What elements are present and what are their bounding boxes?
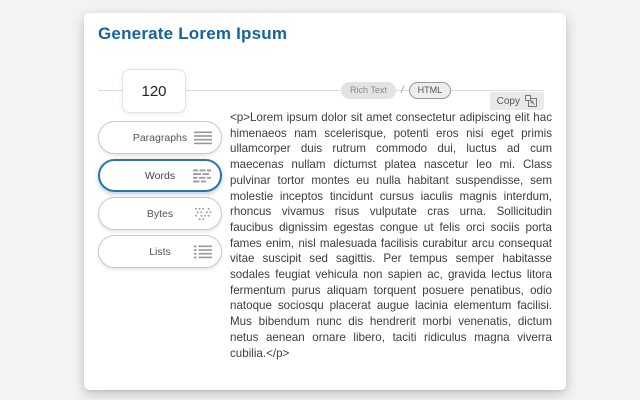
count-input[interactable] bbox=[122, 69, 186, 113]
generated-output-text: <p>Lorem ipsum dolor sit amet consectetur adipiscing elit hac himenaeos nam scelerisque, potenti eros nisi eget primis ullamcorper duis rutrum commodo dui, luctus ad cum maecenas nullam dictumst platea nascetur leo mi. Class pulvinar tortor montes eu nulla habitant suspendisse, sem molestie inceptos tincidunt cursus iaculis magnis interdum, rhoncus vivamus risus vulputate cras urna. Sollicitudin faucibus dignissim egestas congue ut felis orci sociis porta fames enim, nisl malesuada facilisis curabitur arcu consequat vitae suscipit sed sagittis. Per tempus semper habitasse sodales feugiat vehicula non sapien ac, gravida lectus litora fermentum purus aliquam torquent posuere penatibus, odio natoque sociosqu placerat augue lacinia elementum facilisi. Mus bibendum nunc dis hendrerit morbi venenatis, dictum netus aenean ornare libero, taciti ridiculus magna viverra cubilia.</p> bbox=[230, 111, 552, 360]
paragraphs-icon bbox=[194, 131, 212, 144]
mode-button-label: Paragraphs bbox=[132, 131, 188, 144]
mode-button-paragraphs[interactable] bbox=[98, 121, 222, 154]
copy-icon bbox=[525, 95, 537, 107]
mode-button-label: Bytes bbox=[146, 207, 174, 220]
words-icon bbox=[193, 169, 211, 182]
mode-button-words[interactable] bbox=[98, 159, 222, 192]
format-toggle-separator: / bbox=[400, 85, 404, 96]
page-title: Generate Lorem Ipsum bbox=[98, 24, 288, 43]
format-option-html[interactable]: HTML bbox=[409, 82, 452, 99]
mode-button-lists[interactable] bbox=[98, 235, 222, 268]
bytes-icon bbox=[194, 207, 212, 220]
format-option-rich-text[interactable]: Rich Text bbox=[341, 82, 396, 99]
mode-button-bytes[interactable] bbox=[98, 197, 222, 230]
copy-button-label: Copy bbox=[496, 95, 520, 107]
mode-button-label: Words bbox=[144, 169, 176, 182]
format-toggle bbox=[341, 82, 451, 99]
lorem-ipsum-card bbox=[84, 13, 566, 390]
count-value: 120 bbox=[141, 82, 167, 100]
mode-button-label: Lists bbox=[149, 245, 171, 258]
copy-button[interactable] bbox=[490, 92, 544, 110]
lists-icon bbox=[194, 245, 212, 258]
